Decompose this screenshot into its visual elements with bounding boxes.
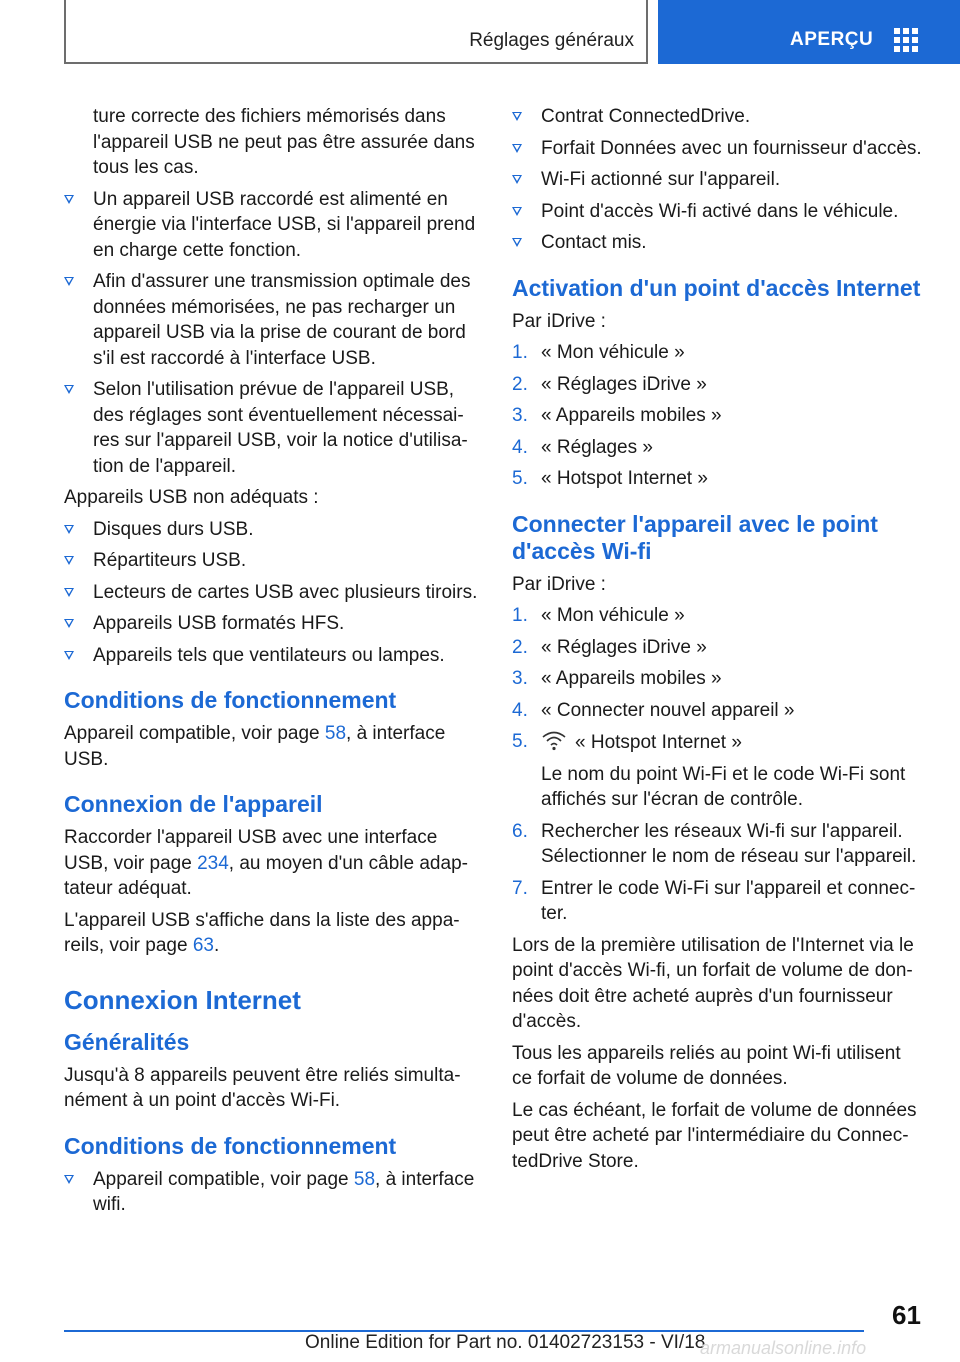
bullet-triangle-icon: [64, 277, 74, 286]
bullet-triangle-icon: [512, 207, 522, 216]
heading-general: Généralités: [64, 1028, 190, 1055]
heading-hotspot-activation: Activation d'un point d'accès Internet: [512, 274, 921, 301]
step-item: [512, 340, 924, 366]
step-number: 3.: [512, 405, 528, 426]
list-item: [64, 580, 480, 606]
step-text: « Réglages iDrive »: [541, 373, 707, 395]
list-item: [512, 136, 924, 162]
list-item: [64, 187, 480, 264]
step-item: [512, 403, 924, 429]
list-item: [64, 377, 480, 479]
step-number: 4.: [512, 436, 528, 458]
page-link-58[interactable]: 58: [353, 1168, 376, 1190]
list-item-text: Forfait Données avec un fournisseur d'accès.: [541, 137, 922, 159]
list-item-text: Appareils USB formatés HFS.: [93, 613, 345, 634]
step-number: 1.: [512, 342, 528, 363]
overview-tab-label: APERÇU: [790, 29, 874, 50]
left-column: [64, 104, 480, 1224]
step-number: 7.: [512, 877, 528, 899]
list-item-text: Wi-Fi actionné sur l'appareil.: [541, 169, 781, 190]
paragraph: Tous les appareils reliés au point Wi-fi utilisent ce forfait de volume de données.: [512, 1042, 901, 1089]
page-link-58[interactable]: 58: [324, 723, 347, 744]
step-item: [512, 876, 924, 927]
list-item-text: Selon l'utilisation prévue de l'appareil USB, des réglages sont éventuellement nécessaires sur l'appareil USB, voir la notice d'utilisation de l'appareil.: [93, 379, 468, 477]
list-item: [64, 611, 480, 637]
via-idrive: Par iDrive :: [512, 310, 606, 332]
step-item: [512, 819, 924, 870]
list-item: [512, 230, 924, 256]
page-link-234[interactable]: 234: [197, 852, 229, 874]
step-text: « Hotspot Internet »: [575, 732, 742, 753]
step-item: [512, 635, 924, 661]
edition-text: Online Edition for Part no. 01402723153 - VI/18: [305, 1332, 706, 1353]
step-number: 2.: [512, 636, 528, 658]
bullet-triangle-icon: [512, 144, 522, 153]
continued-bullet-text: ture correcte des fichiers mémorisés dans l'appareil USB ne peut pas être assurée dans tous les cas.: [93, 106, 475, 178]
list-item-text: Répartiteurs USB.: [93, 550, 247, 571]
step-text: « Réglages »: [541, 436, 653, 458]
list-item-text: Contact mis.: [541, 232, 647, 253]
bullet-triangle-icon: [64, 588, 74, 597]
step-text: « Réglages iDrive »: [541, 636, 707, 658]
paragraph: Le cas échéant, le forfait de volume de données peut être acheté par l'intermédiaire du ConnectedDrive Store.: [512, 1099, 917, 1172]
device-list-text: L'appareil USB s'affiche dans la liste des appareils, voir page 63.: [64, 909, 460, 956]
step-number: 3.: [512, 668, 528, 689]
device-connection-text: Raccorder l'appareil USB avec une interface USB, voir page 234, au moyen d'un câble adaptateur adéquat.: [64, 827, 468, 899]
list-item: [512, 104, 924, 130]
list-item-text: Point d'accès Wi-fi activé dans le véhicule.: [541, 200, 899, 222]
bullet-triangle-icon: [64, 651, 74, 660]
heading-conditions-usb: Conditions de fonctionnement: [64, 687, 397, 713]
step-number: 1.: [512, 605, 528, 626]
list-item: [64, 269, 480, 371]
section-title: Réglages généraux: [469, 30, 634, 51]
overview-tab[interactable]: [658, 0, 960, 64]
list-item: [64, 1167, 480, 1218]
grid-icon: [894, 28, 918, 52]
list-item: [512, 167, 924, 193]
step-number: 2.: [512, 373, 528, 395]
paragraph: Lors de la première utilisation de l'Internet via le point d'accès Wi-fi, un forfait de volume de données doit être acheté auprès d'un fournisseur d'accès.: [512, 934, 914, 1032]
step-text: Entrer le code Wi-Fi sur l'appareil et connecter.: [541, 877, 916, 924]
step-number: 4.: [512, 699, 528, 721]
step-number: 6.: [512, 820, 528, 842]
step-item: [512, 666, 924, 692]
heading-conditions-wifi: Conditions de fonctionnement: [64, 1132, 397, 1159]
right-column: [512, 104, 924, 1180]
list-item-text: Appareils tels que ventilateurs ou lampes.: [93, 644, 445, 666]
bullet-triangle-icon: [64, 1175, 74, 1184]
bullet-triangle-icon: [64, 195, 74, 204]
wifi-hotspot-icon: [541, 729, 567, 751]
step-text: « Connecter nouvel appareil »: [541, 699, 795, 721]
list-item: [64, 548, 480, 574]
list-item-text: Contrat ConnectedDrive.: [541, 106, 751, 127]
bullet-triangle-icon: [512, 238, 522, 247]
page-number: 61: [892, 1300, 921, 1330]
heading-device-connection: Connexion de l'appareil: [64, 791, 323, 817]
bullet-triangle-icon: [64, 556, 74, 565]
step-text: « Appareils mobiles »: [541, 668, 722, 689]
list-item-text: Appareil compatible, voir page 58, à interface wifi.: [93, 1168, 475, 1215]
step-item: [512, 698, 924, 724]
step-number: 5.: [512, 731, 528, 752]
step-item: [512, 435, 924, 461]
list-item: [64, 517, 480, 543]
step-item: [512, 466, 924, 492]
heading-internet-connection: Connexion Internet: [64, 984, 301, 1015]
watermark: armanualsonline.info: [700, 1338, 867, 1358]
step-text: « Hotspot Internet »: [541, 468, 708, 489]
step-text: « Appareils mobiles »: [541, 405, 722, 426]
step-item: [512, 729, 924, 756]
unsuitable-intro: Appareils USB non adéquats :: [64, 487, 319, 508]
step-text: « Mon véhicule »: [541, 605, 685, 626]
bullet-triangle-icon: [64, 619, 74, 628]
bullet-triangle-icon: [512, 175, 522, 184]
step-number: 5.: [512, 468, 528, 489]
list-item-text: Disques durs USB.: [93, 518, 254, 540]
conditions-usb-text: Appareil compatible, voir page 58, à interface USB.: [64, 723, 446, 770]
bullet-triangle-icon: [512, 112, 522, 121]
heading-connect-device: Connecter l'appareil avec le point d'accès Wi-fi: [512, 510, 878, 564]
step-text: « Mon véhicule »: [541, 342, 685, 363]
list-item: [64, 643, 480, 669]
header-frame: [64, 0, 648, 64]
page-link-63[interactable]: 63: [192, 935, 214, 956]
list-item-text: Lecteurs de cartes USB avec plusieurs tiroirs.: [93, 581, 478, 603]
step-text: Rechercher les réseaux Wi-fi sur l'appareil. Sélectionner le nom de réseau sur l'appareil.: [541, 820, 917, 867]
list-item-text: Afin d'assurer une transmission optimale des données mémorisées, ne pas recharger un appareil USB via la prise de courant de bord s'il est raccordé à l'interface USB.: [93, 271, 471, 369]
general-text: Jusqu'à 8 appareils peuvent être reliés simultanément à un point d'accès Wi-Fi.: [64, 1064, 461, 1111]
list-item: [512, 199, 924, 225]
bullet-triangle-icon: [64, 385, 74, 394]
bullet-triangle-icon: [64, 525, 74, 534]
step-item: [512, 372, 924, 398]
via-idrive: Par iDrive :: [512, 573, 606, 595]
list-item-text: Un appareil USB raccordé est alimenté en énergie via l'interface USB, si l'appareil prend en charge cette fonction.: [93, 188, 476, 261]
step-item: [512, 603, 924, 629]
step-note: Le nom du point Wi-Fi et le code Wi-Fi sont affichés sur l'écran de contrôle.: [541, 763, 906, 810]
